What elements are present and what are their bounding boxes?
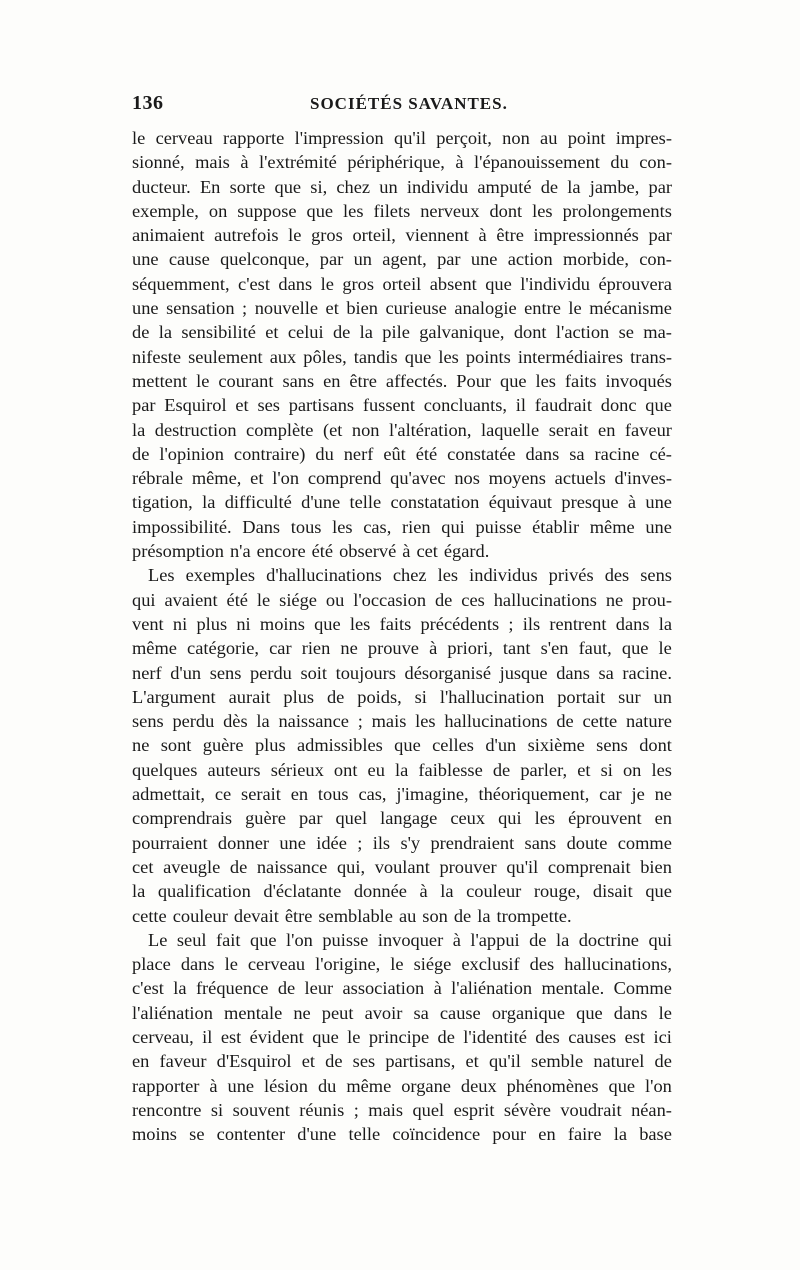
text-line: cette couleur devait être semblable au son de la trompette.: [132, 905, 572, 926]
text-line: l'aliénation mentale ne peut avoir sa cause organique que dans le: [132, 1002, 672, 1023]
text-line: Le seul fait que l'on puisse invoquer à l'appui de la doctrine qui: [148, 929, 672, 950]
text-line: sionné, mais à l'extrémité périphérique, à l'épanouissement du con-: [132, 152, 672, 173]
text-line: cerveau, il est évident que le principe de l'identité des causes est ici: [132, 1026, 672, 1047]
text-line: moins se contenter d'une telle coïncidence pour en faire la base: [132, 1124, 672, 1145]
page-number: 136: [132, 92, 164, 114]
text-line: la qualification d'éclatante donnée à la couleur rouge, disait que: [132, 881, 672, 902]
text-line: une sensation ; nouvelle et bien curieuse analogie entre le mécanisme: [132, 298, 672, 319]
paragraph: [132, 126, 672, 563]
text-line: quelques auteurs sérieux ont eu la faiblesse de parler, et si on les: [132, 759, 672, 780]
text-line: nifeste seulement aux pôles, tandis que les points intermédiaires trans-: [132, 346, 672, 367]
text-line: qui avaient été le siége ou l'occasion de ces hallucinations ne prou-: [132, 589, 672, 610]
text-line: nerf d'un sens perdu soit toujours désorganisé jusque dans sa racine.: [132, 662, 672, 683]
paragraph: [132, 928, 672, 1147]
text-line: une cause quelconque, par un agent, par une action morbide, con-: [132, 249, 672, 270]
text-line: rencontre si souvent réunis ; mais quel esprit sévère voudrait néan-: [132, 1099, 672, 1120]
text-line: L'argument aurait plus de poids, si l'hallucination portait sur un: [132, 686, 672, 707]
text-line: animaient autrefois le gros orteil, viennent à être impressionnés par: [132, 225, 672, 246]
text-line: de la sensibilité et celui de la pile galvanique, dont l'action se ma-: [132, 322, 672, 343]
text-line: de l'opinion contraire) du nerf eût été constatée dans sa racine cé-: [132, 443, 672, 464]
text-line: place dans le cerveau l'origine, le siége exclusif des hallucinations,: [132, 954, 672, 975]
text-line: présomption n'a encore été observé à cet égard.: [132, 541, 490, 562]
text-line: le cerveau rapporte l'impression qu'il perçoit, non au point impres-: [132, 128, 672, 148]
text-line: cet aveugle de naissance qui, voulant prouver qu'il comprenait bien: [132, 856, 672, 877]
text-line: en faveur d'Esquirol et de ses partisans, et qu'il semble naturel de: [132, 1051, 672, 1072]
text-line: comprendrais guère par quel langage ceux qui les éprouvent en: [132, 808, 672, 829]
text-line: rébrale même, et l'on comprend qu'avec nos moyens actuels d'inves-: [132, 468, 672, 489]
text-line: rapporter à une lésion du même organe deux phénomènes que l'on: [132, 1075, 672, 1096]
running-head-title: SOCIÉTÉS SAVANTES.: [310, 94, 508, 113]
text-line: séquemment, c'est dans le gros orteil absent que l'individu éprouvera: [132, 273, 672, 294]
running-head: [132, 92, 672, 122]
text-line: tigation, la difficulté d'une telle constatation équivaut presque à une: [132, 492, 672, 513]
text-line: c'est la fréquence de leur association à l'aliénation mentale. Comme: [132, 978, 672, 999]
body-text: [132, 126, 672, 1146]
text-line: sens perdu dès la naissance ; mais les hallucinations de cette nature: [132, 711, 672, 732]
text-line: impossibilité. Dans tous les cas, rien qui puisse établir même une: [132, 516, 672, 537]
text-line: exemple, on suppose que les filets nerveux dont les prolongements: [132, 200, 672, 221]
text-line: Les exemples d'hallucinations chez les individus privés des sens: [148, 565, 672, 586]
text-line: ducteur. En sorte que si, chez un individu amputé de la jambe, par: [132, 176, 672, 197]
text-line: même catégorie, car rien ne prouve à priori, tant s'en faut, que le: [132, 638, 672, 659]
text-line: mettent le courant sans en être affectés. Pour que les faits invoqués: [132, 370, 672, 391]
text-line: par Esquirol et ses partisans fussent concluants, il faudrait donc que: [132, 395, 672, 416]
paragraph: [132, 563, 672, 927]
text-line: admettait, ce serait en tous cas, j'imagine, théoriquement, car je ne: [132, 784, 672, 805]
text-line: ne sont guère plus admissibles que celles d'un sixième sens dont: [132, 735, 672, 756]
text-line: pourraient donner une idée ; ils s'y prendraient sans doute comme: [132, 832, 672, 853]
text-line: la destruction complète (et non l'altération, laquelle serait en faveur: [132, 419, 672, 440]
text-line: vent ni plus ni moins que les faits précédents ; ils rentrent dans la: [132, 613, 672, 634]
